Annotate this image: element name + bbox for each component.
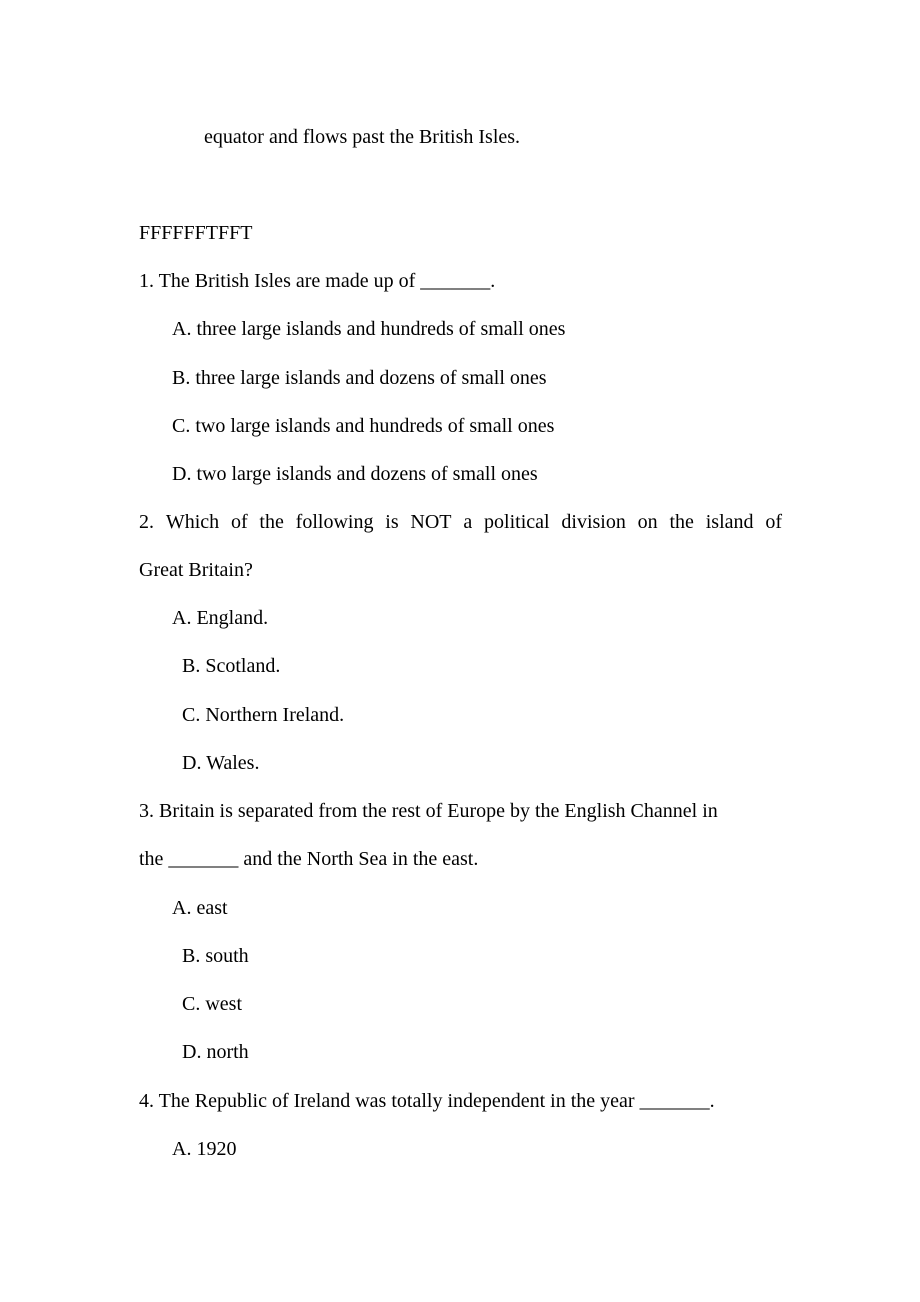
word: following bbox=[295, 511, 374, 533]
question-2-option-c: C. Northern Ireland. bbox=[182, 704, 345, 726]
question-3-option-a: A. east bbox=[172, 897, 228, 919]
word: island bbox=[705, 511, 754, 533]
question-3-stem-line-1: 3. Britain is separated from the rest of Europe by the English Channel in bbox=[139, 800, 718, 822]
word: of bbox=[230, 511, 248, 533]
answer-key: FFFFFFTFFT bbox=[139, 222, 253, 244]
word: a bbox=[463, 511, 473, 533]
question-1-option-c: C. two large islands and hundreds of small ones bbox=[172, 415, 555, 437]
intro-tail-text: equator and flows past the British Isles. bbox=[204, 126, 521, 148]
word: 2. bbox=[139, 511, 154, 533]
word: on bbox=[637, 511, 658, 533]
question-4-option-a: A. 1920 bbox=[172, 1138, 237, 1160]
question-2-stem-line-2: Great Britain? bbox=[139, 559, 253, 581]
question-2-stem-line-1 bbox=[139, 510, 782, 534]
question-3-option-d: D. north bbox=[182, 1041, 249, 1063]
word: division bbox=[561, 511, 626, 533]
question-2-option-d: D. Wales. bbox=[182, 752, 260, 774]
word: NOT bbox=[410, 511, 452, 533]
word: is bbox=[385, 511, 399, 533]
question-3-option-b: B. south bbox=[182, 945, 249, 967]
word: the bbox=[669, 511, 694, 533]
question-1-option-a: A. three large islands and hundreds of small ones bbox=[172, 318, 566, 340]
word: Which bbox=[165, 511, 220, 533]
word: political bbox=[484, 511, 550, 533]
question-4-stem: 4. The Republic of Ireland was totally independent in the year _______. bbox=[139, 1090, 715, 1112]
word: the bbox=[259, 511, 284, 533]
question-2-option-a: A. England. bbox=[172, 607, 269, 629]
question-1-option-b: B. three large islands and dozens of small ones bbox=[172, 367, 547, 389]
word: of bbox=[765, 511, 782, 533]
question-2-option-b: B. Scotland. bbox=[182, 655, 281, 677]
question-1-stem: 1. The British Isles are made up of _______. bbox=[139, 270, 496, 292]
question-1-option-d: D. two large islands and dozens of small ones bbox=[172, 463, 538, 485]
question-3-option-c: C. west bbox=[182, 993, 242, 1015]
question-3-stem-line-2: the _______ and the North Sea in the east. bbox=[139, 848, 479, 870]
